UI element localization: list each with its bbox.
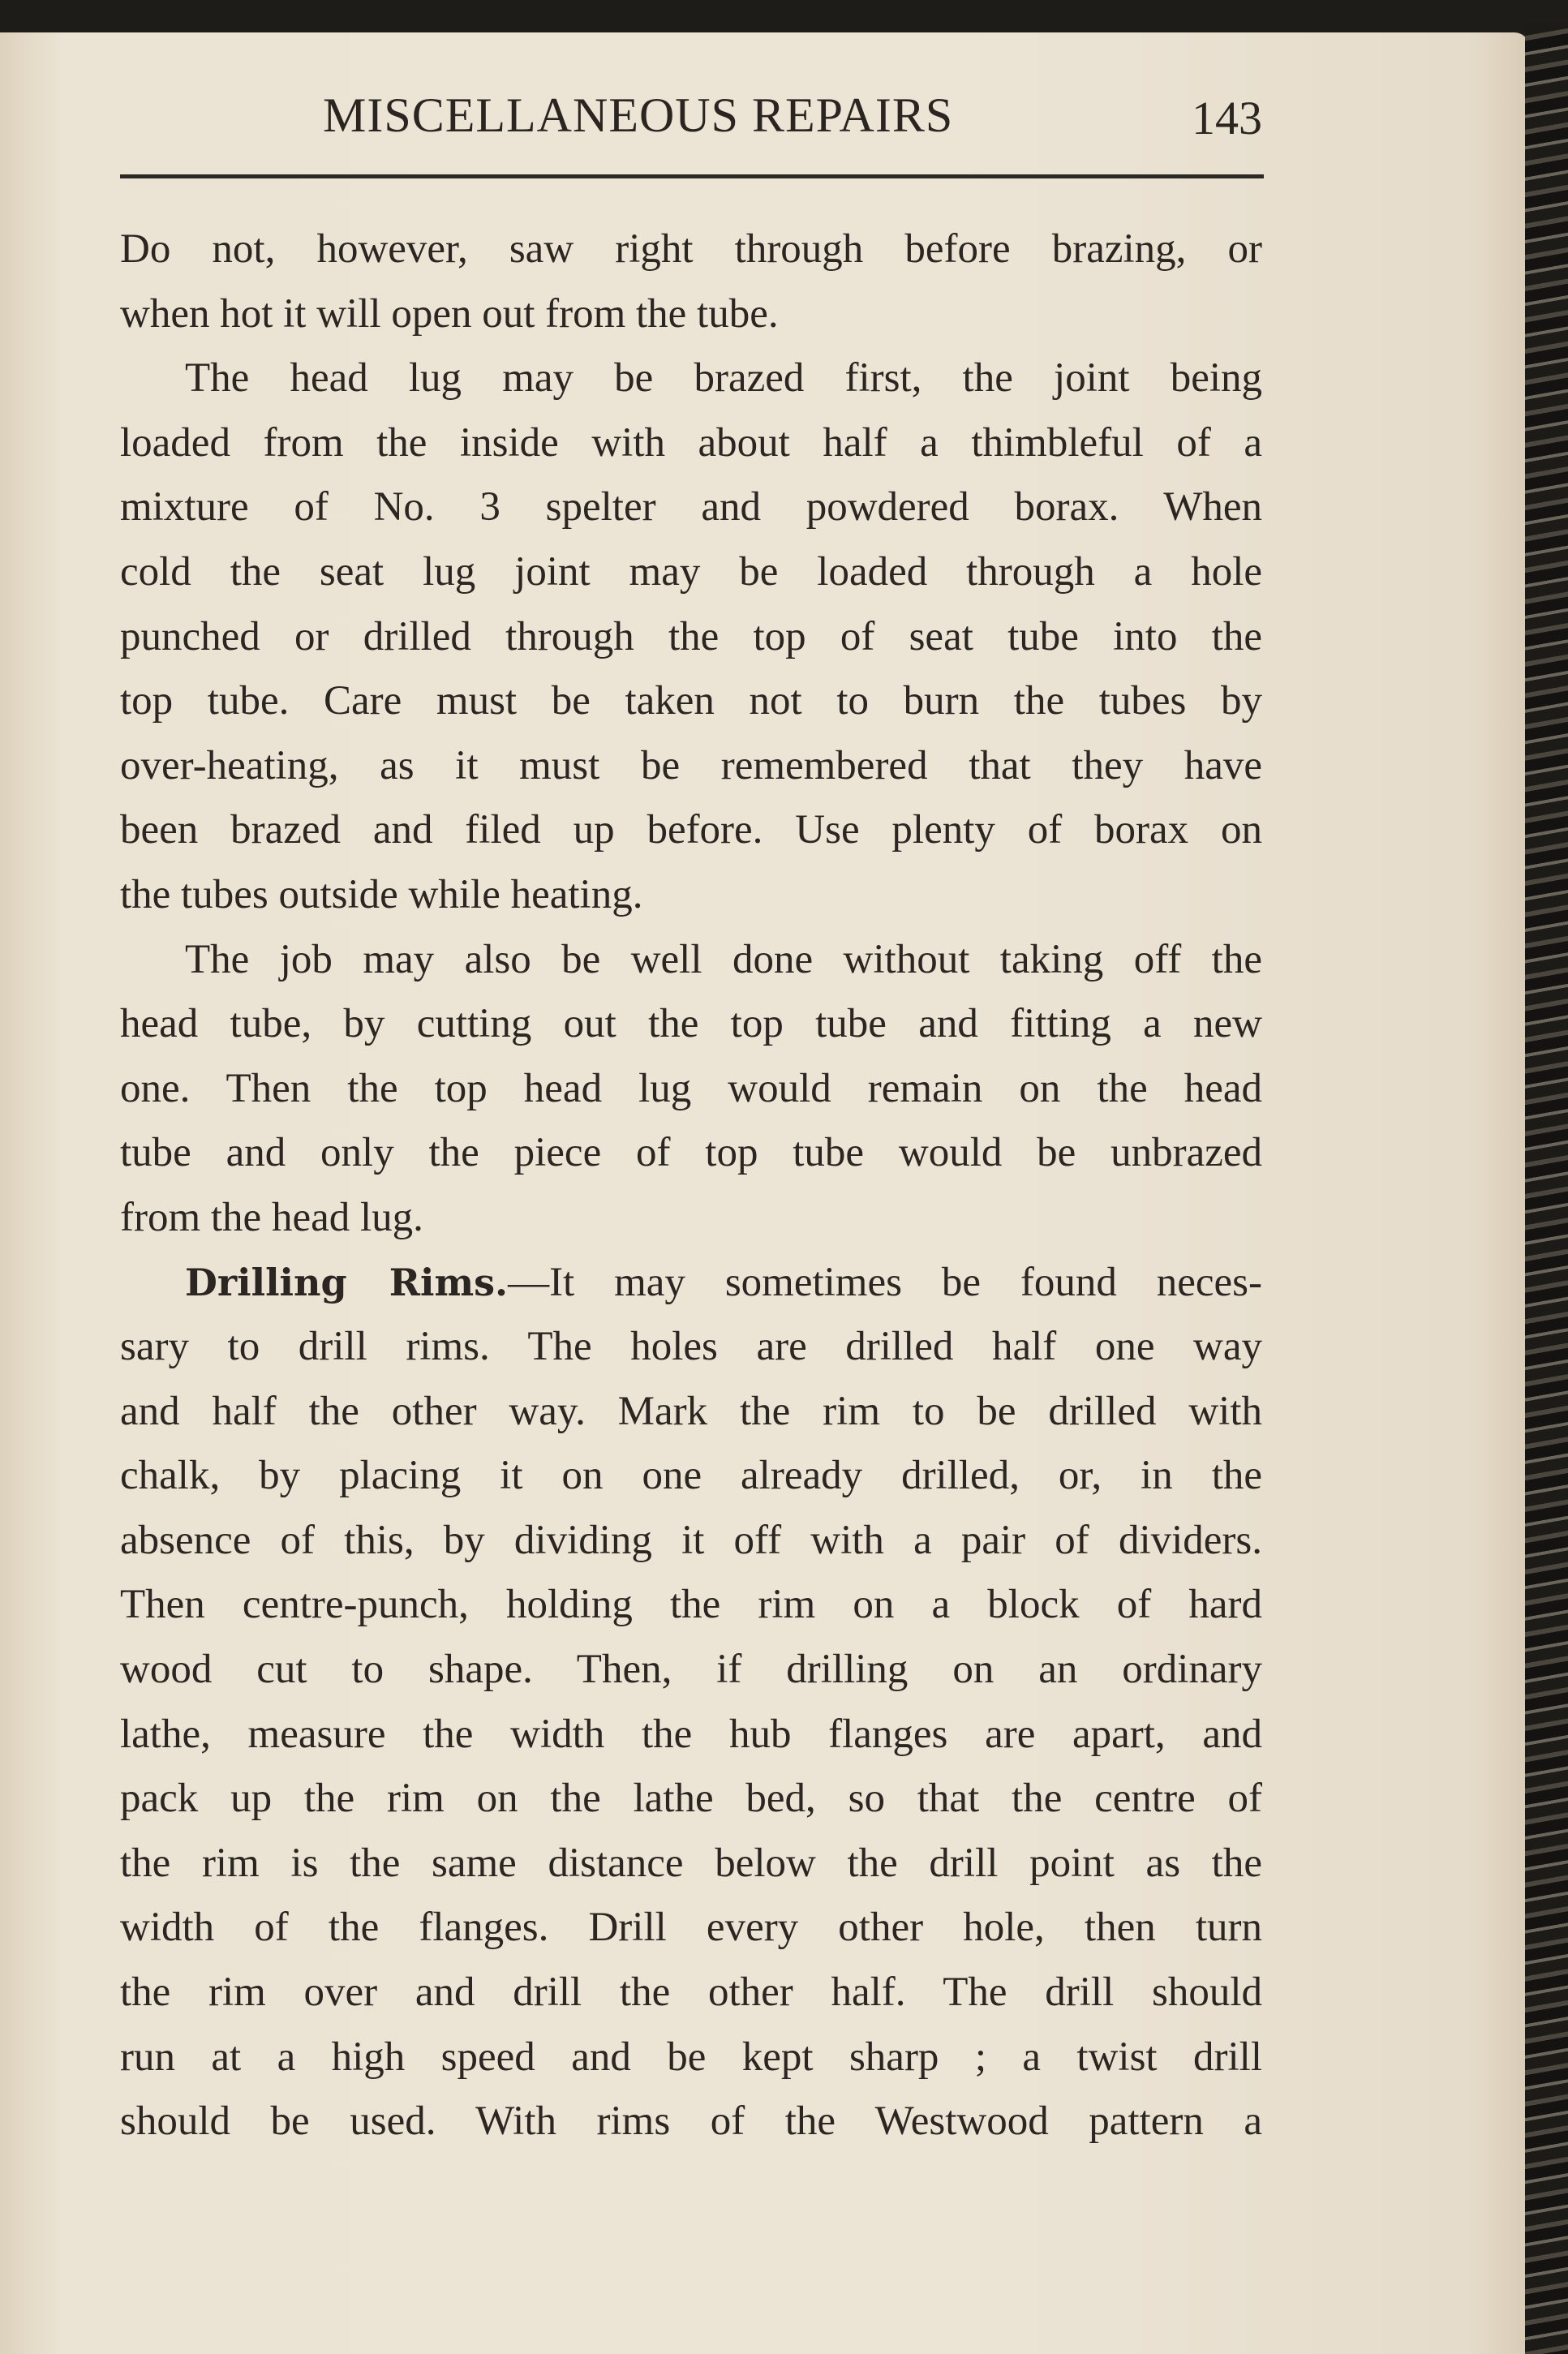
text-line	[120, 798, 1262, 863]
text-line	[120, 1121, 1262, 1186]
line-text: absence of this, by dividing it off with a pair of dividers.	[120, 1517, 1262, 1563]
text-line	[120, 2090, 1262, 2154]
text-line	[120, 734, 1262, 799]
scan-top-border	[0, 0, 1568, 34]
text-line	[120, 217, 1262, 282]
book-cover-edge	[1525, 24, 1568, 2354]
text-line	[120, 669, 1262, 734]
running-title: MISCELLANEOUS REPAIRS	[323, 88, 954, 142]
line-text: Then centre-punch, holding the rim on a block of hard	[120, 1582, 1262, 1628]
line-text: Do not, however, saw right through before brazing, or	[120, 226, 1262, 272]
text-line	[120, 540, 1262, 605]
text-line	[120, 411, 1262, 476]
text-line	[120, 2025, 1262, 2090]
line-text: been brazed and filed up before. Use plenty of borax on	[120, 807, 1262, 853]
text-line	[120, 605, 1262, 670]
text-line	[120, 1896, 1262, 1961]
line-text: mixture of No. 3 spelter and powdered borax. When	[120, 484, 1262, 531]
line-text: the rim over and drill the other half. The drill should	[120, 1970, 1262, 2016]
text-line	[120, 1444, 1262, 1509]
line-text: The head lug may be brazed first, the joint being	[185, 355, 1262, 402]
text-line	[120, 1315, 1262, 1380]
line-text: loaded from the inside with about half a thimbleful of a	[120, 419, 1262, 466]
line-text: the tubes outside while heating.	[120, 871, 643, 917]
line-text: chalk, by placing it on one already drilled, or, in the	[120, 1453, 1262, 1499]
text-line	[120, 1961, 1262, 2025]
line-text: The job may also be well done without taking off the	[185, 936, 1262, 982]
line-text: sary to drill rims. The holes are drilled half one way	[120, 1324, 1262, 1370]
line-text: and half the other way. Mark the rim to be drilled with	[120, 1388, 1262, 1434]
text-line	[120, 928, 1262, 993]
line-text: top tube. Care must be taken not to burn the tubes by	[120, 678, 1262, 724]
line-text-rest: —It may sometimes be found neces-	[508, 1259, 1262, 1305]
line-text: from the head lug.	[120, 1194, 423, 1240]
line-text	[185, 1251, 1262, 1316]
line-text: wood cut to shape. Then, if drilling on an ordinary	[120, 1647, 1262, 1693]
text-line	[120, 475, 1262, 540]
line-text: pack up the rim on the lathe bed, so that the centre of	[120, 1776, 1262, 1822]
line-text: over-heating, as it must be remembered that they have	[120, 742, 1262, 788]
text-line	[120, 1832, 1262, 1897]
text-line	[120, 282, 1262, 347]
text-line	[120, 863, 1262, 928]
line-text: punched or drilled through the top of seat tube into the	[120, 613, 1262, 659]
text-line	[120, 1767, 1262, 1832]
section-heading: Drilling Rims.	[185, 1260, 509, 1304]
page-header	[120, 88, 1262, 152]
header-rule	[120, 174, 1264, 178]
line-text: run at a high speed and be kept sharp ; a twist drill	[120, 2034, 1262, 2080]
line-text: when hot it will open out from the tube.	[120, 290, 779, 337]
line-text: should be used. With rims of the Westwood pattern a	[120, 2098, 1262, 2145]
line-text: lathe, measure the width the hub flanges are apart, and	[120, 1711, 1262, 1757]
page-number: 143	[1192, 92, 1262, 144]
line-text: the rim is the same distance below the drill point as the	[120, 1840, 1262, 1886]
text-line	[120, 1251, 1262, 1316]
text-line	[120, 992, 1262, 1057]
body-text	[120, 217, 1262, 2154]
text-line	[120, 346, 1262, 411]
line-text: tube and only the piece of top tube would be unbrazed	[120, 1130, 1262, 1176]
line-text: head tube, by cutting out the top tube and fitting a new	[120, 1001, 1262, 1047]
text-line	[120, 1380, 1262, 1445]
text-line	[120, 1186, 1262, 1251]
line-text: width of the flanges. Drill every other hole, then turn	[120, 1905, 1262, 1951]
text-line	[120, 1638, 1262, 1703]
line-text: cold the seat lug joint may be loaded through a hole	[120, 548, 1262, 595]
text-line	[120, 1057, 1262, 1122]
text-line	[120, 1703, 1262, 1768]
line-text: one. Then the top head lug would remain on the head	[120, 1065, 1262, 1111]
text-line	[120, 1509, 1262, 1574]
text-line	[120, 1573, 1262, 1638]
